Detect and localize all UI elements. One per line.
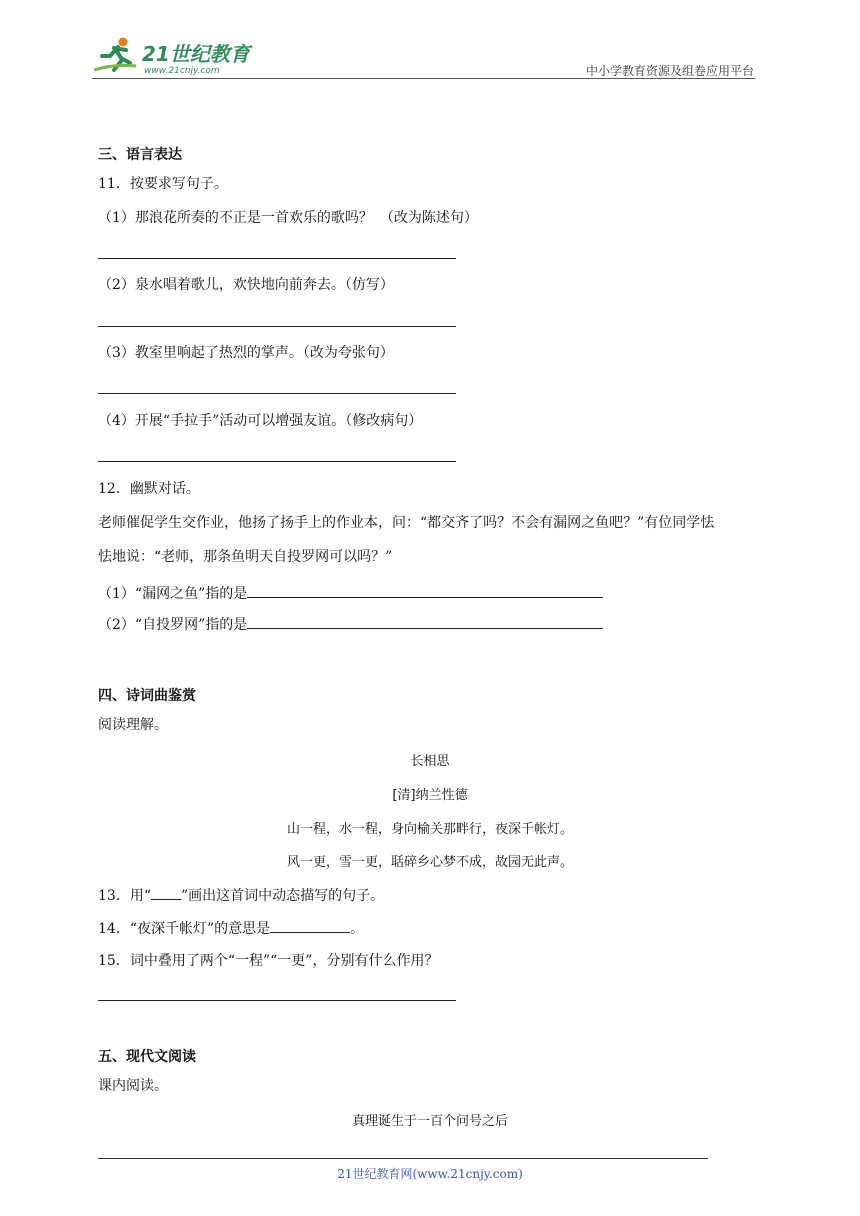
question-14-suffix: 。 <box>350 921 365 937</box>
question-11-item-3: （3）教室里响起了热烈的掌声。（改为夸张句） <box>98 345 394 361</box>
question-12-sub-1 <box>98 583 603 603</box>
answer-line[interactable] <box>98 393 456 394</box>
question-15: 15．词中叠用了两个“一程”“一更”，分别有什么作用？ <box>98 953 439 969</box>
section-title-language-expression: 三、语言表达 <box>98 147 182 163</box>
question-14-prefix: 14．“夜深千帐灯”的意思是 <box>98 921 271 937</box>
answer-blank[interactable] <box>247 614 603 629</box>
section-4-intro: 阅读理解。 <box>98 717 168 733</box>
brand-logo-text: 21世纪教育 <box>142 42 250 66</box>
question-12-stem: 12．幽默对话。 <box>98 481 200 497</box>
brand-logo <box>92 36 262 76</box>
question-12-sub-2 <box>98 614 603 634</box>
section-title-modern-reading: 五、现代文阅读 <box>98 1049 196 1065</box>
question-12-passage-line-1: 老师催促学生交作业，他扬了扬手上的作业本，问：“都交齐了吗？不会有漏网之鱼吧？”有位同学怯 <box>98 515 715 531</box>
section-title-poetry-appreciation: 四、诗词曲鉴赏 <box>98 688 196 704</box>
article-title: 真理诞生于一百个问号之后 <box>351 1114 508 1129</box>
poem-line-1: 山一程，水一程，身向榆关那畔行，夜深千帐灯。 <box>286 822 573 837</box>
section-5-intro: 课内阅读。 <box>98 1078 168 1094</box>
answer-line[interactable] <box>98 461 456 462</box>
question-12-sub-1-text: （1）“漏网之鱼”指的是 <box>98 586 248 602</box>
question-12-passage-line-2: 怯地说：“老师，那条鱼明天自投罗网可以吗？” <box>98 549 393 565</box>
poem-line-2: 风一更，雪一更，聒碎乡心梦不成，故园无此声。 <box>286 855 573 870</box>
question-11-stem: 11．按要求写句子。 <box>98 176 228 192</box>
poem-author: [清]纳兰性德 <box>392 788 468 803</box>
question-14 <box>98 918 364 938</box>
answer-line[interactable] <box>98 258 456 259</box>
footer-link[interactable]: 21世纪教育网(www.21cnjy.com) <box>337 1167 523 1181</box>
answer-blank[interactable] <box>270 918 350 933</box>
footer-divider <box>98 1158 708 1159</box>
answer-blank[interactable] <box>247 583 603 598</box>
platform-name: 中小学教育资源及组卷应用平台 <box>585 64 754 78</box>
answer-line[interactable] <box>98 1000 456 1001</box>
question-13-prefix: 13．用“ <box>98 888 151 904</box>
poem-title: 长相思 <box>410 754 450 769</box>
brand-logo-url: www.21cnjy.com <box>144 66 220 76</box>
answer-line[interactable] <box>98 326 456 327</box>
question-13 <box>98 885 384 905</box>
question-11-item-1: （1）那浪花所奏的不正是一首欢乐的歌吗？ （改为陈述句） <box>98 210 478 226</box>
question-11-item-4: （4）开展“手拉手”活动可以增强友谊。（修改病句） <box>98 413 423 429</box>
question-11-item-2: （2）泉水唱着歌儿，欢快地向前奔去。（仿写） <box>98 277 394 293</box>
answer-blank[interactable] <box>151 885 181 900</box>
question-13-suffix: ”画出这首词中动态描写的句子。 <box>180 888 385 904</box>
runner-icon <box>94 38 136 71</box>
header-divider <box>92 78 755 79</box>
question-12-sub-2-text: （2）“自投罗网”指的是 <box>98 617 248 633</box>
